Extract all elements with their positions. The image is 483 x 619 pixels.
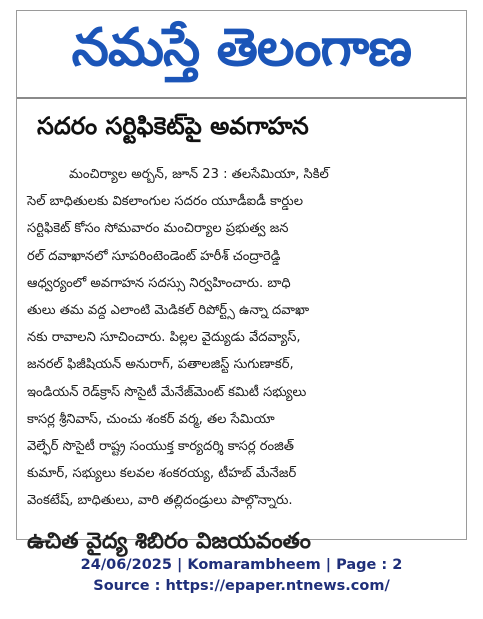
newspaper-clipping — [16, 10, 467, 554]
article-line: జనరల్ ఫిజీషియన్ అనురాగ్, పతాలజిస్ట్ సుగుణాకర్, — [27, 357, 294, 373]
masthead-divider — [17, 97, 466, 99]
article-line: నకు రావాలని సూచించారు. పిల్లల వైద్యుడు వేదవ్యాస్, — [27, 330, 301, 346]
article-line: కాసర్ల శ్రీనివాస్, చుంచు శంకర్ వర్మ, తల సేమియా — [27, 411, 275, 427]
footer-source-link[interactable]: Source : https://epaper.ntnews.com/ — [93, 578, 390, 594]
article-line: తులు తమ వద్ద ఎలాంటి మెడికల్ రిపోర్ట్స్ ఉన్నా దవాఖా — [27, 303, 310, 319]
newspaper-logo: నమస్తే తెలంగాణ — [71, 18, 412, 78]
article-line: ఇండియన్ రెడ్‌క్రాస్ సొసైటీ మేనేజ్‌మెంట్ కమిటీ సభ్యులు — [27, 384, 307, 400]
article-headline: సదరం సర్టిఫికెట్‌పై అవగాహన — [37, 112, 309, 140]
next-headline-cutoff — [27, 527, 457, 554]
article-line: వెంకటేష్, బాధితులు, వారి తల్లిదండ్రులు పాల్గొన్నారు. — [27, 493, 293, 509]
article-line: వెల్ఫేర్ సొసైటీ రాష్ట్ర సంయుక్త కార్యదర్శి కాసర్ల రంజిత్ — [27, 439, 294, 455]
article-line: రల్ దవాఖానలో సూపరింటెండెంట్ హరీశ్ చంద్రారెడ్డి — [27, 248, 281, 264]
footer-date-edition: 24/06/2025 | Komarambheem | Page : 2 — [80, 557, 403, 573]
next-headline-text: ఉచిత వైద్య శిబిరం విజయవంతం — [27, 529, 311, 554]
article-line: సర్టిఫికెట్ కోసం సోమవారం మంచిర్యాల ప్రభుత్వ జన — [27, 221, 289, 237]
source-footer — [0, 555, 483, 597]
article-line: మంచిర్యాల అర్బన్, జూన్ 23 : తలసేమియా, సికిల్ — [69, 167, 329, 182]
article-line: ఆధ్వర్యంలో అవగాహన సదస్సు నిర్వహించారు. బాధి — [27, 275, 291, 291]
article-body — [27, 161, 457, 515]
masthead — [17, 15, 466, 85]
article-line: కుమార్, సభ్యులు కలవల శంకరయ్య, టీహబ్ మేనేజర్ — [27, 466, 297, 482]
article-line: సెల్ బాధితులకు వికలాంగుల సదరం యూడీఐడీ కార్డుల — [27, 194, 303, 210]
